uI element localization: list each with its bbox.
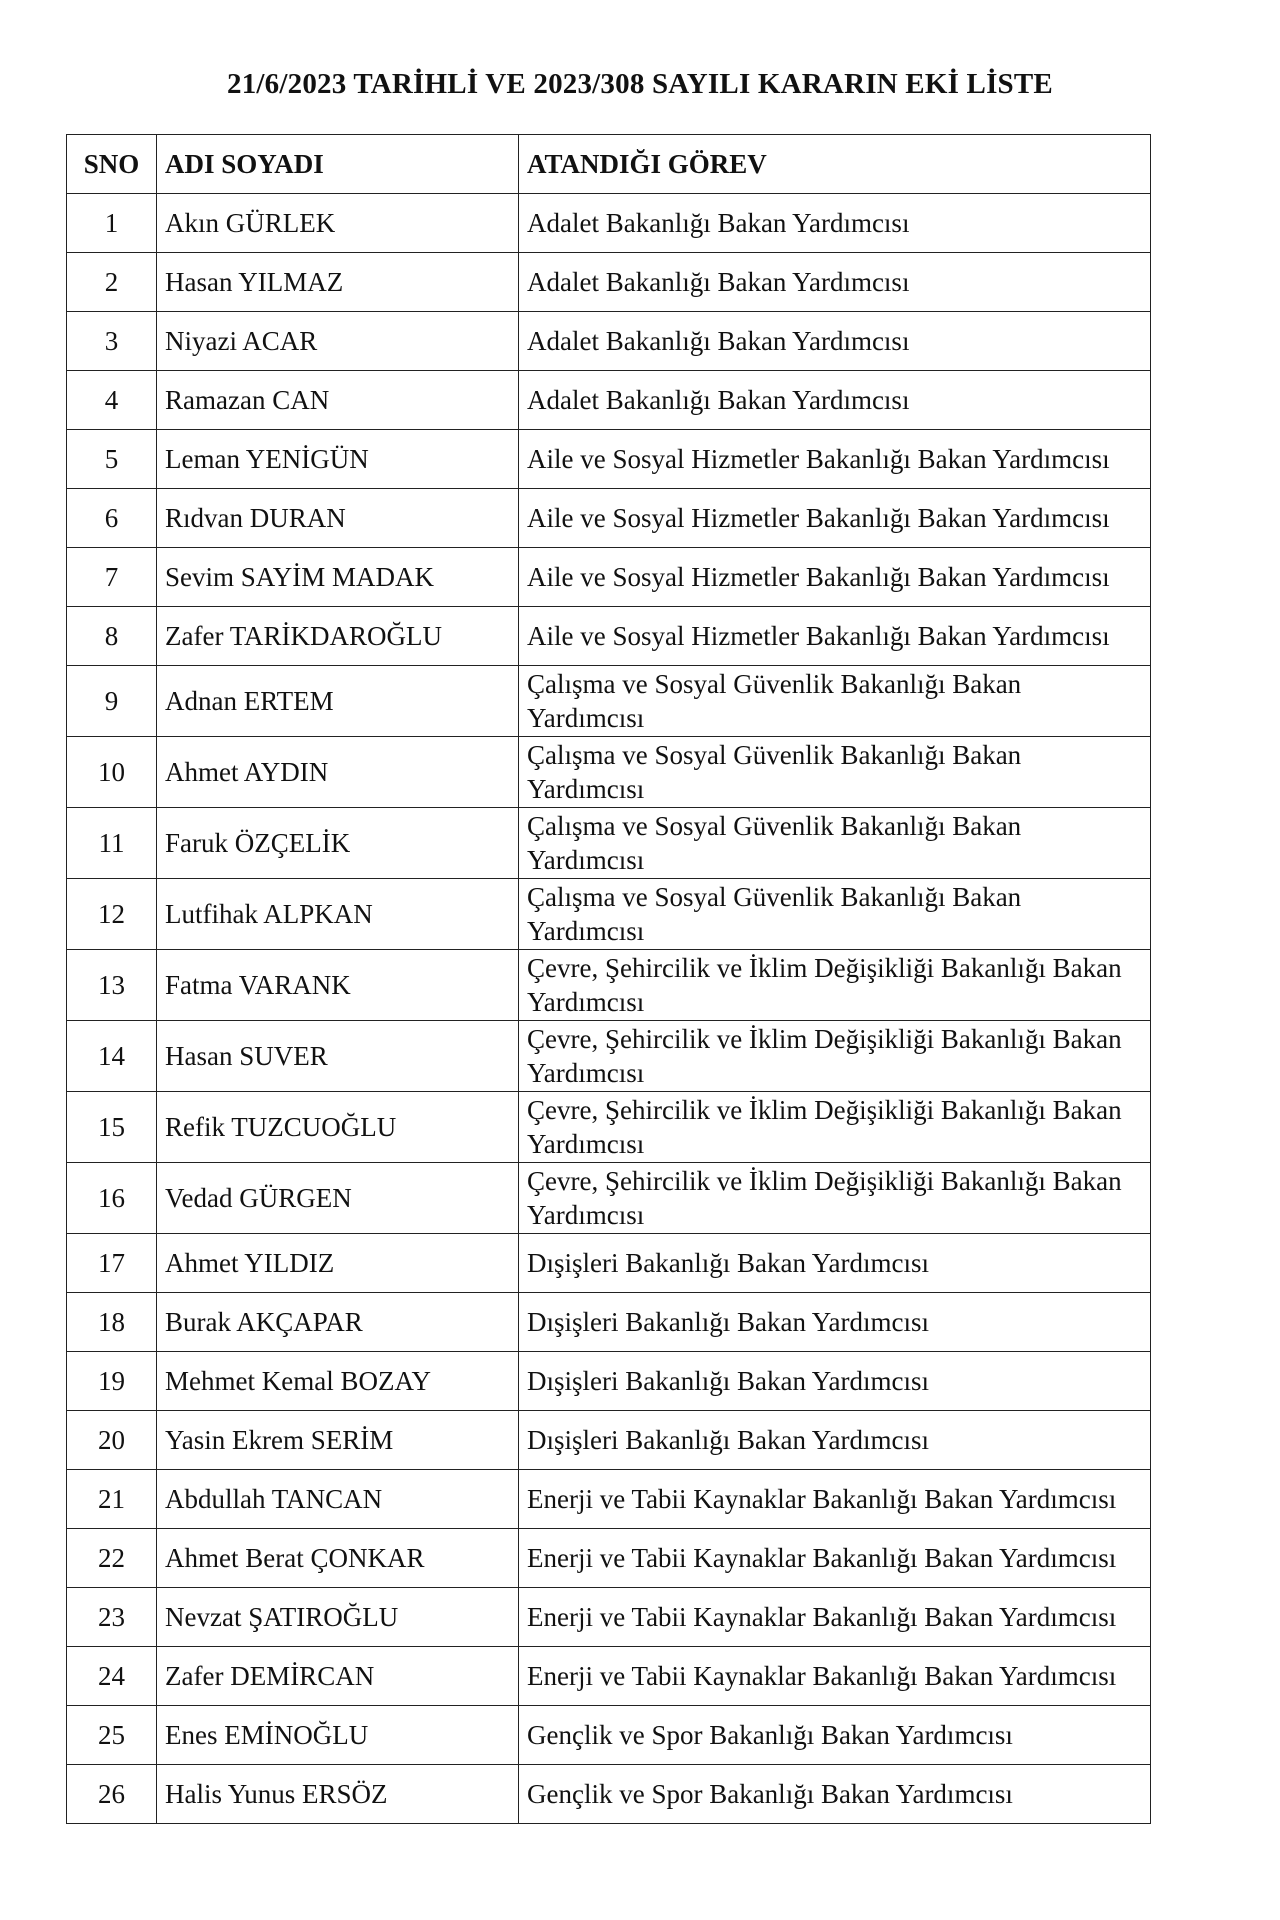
cell-name: Niyazi ACAR <box>157 312 519 371</box>
cell-name: Adnan ERTEM <box>157 666 519 737</box>
cell-sno: 10 <box>67 737 157 808</box>
table-row <box>67 312 1151 371</box>
table-row <box>67 1293 1151 1352</box>
header-duty: ATANDIĞI GÖREV <box>519 135 1151 194</box>
cell-sno: 16 <box>67 1163 157 1234</box>
cell-sno: 25 <box>67 1706 157 1765</box>
cell-duty: Çevre, Şehircilik ve İklim Değişikliği Bakanlığı Bakan Yardımcısı <box>519 1163 1151 1234</box>
cell-sno: 23 <box>67 1588 157 1647</box>
cell-name: Rıdvan DURAN <box>157 489 519 548</box>
table-row <box>67 1647 1151 1706</box>
table-row <box>67 1765 1151 1824</box>
cell-duty: Çevre, Şehircilik ve İklim Değişikliği Bakanlığı Bakan Yardımcısı <box>519 950 1151 1021</box>
cell-duty: Enerji ve Tabii Kaynaklar Bakanlığı Bakan Yardımcısı <box>519 1588 1151 1647</box>
header-sno: SNO <box>67 135 157 194</box>
cell-duty: Dışişleri Bakanlığı Bakan Yardımcısı <box>519 1234 1151 1293</box>
cell-sno: 19 <box>67 1352 157 1411</box>
table-row <box>67 371 1151 430</box>
cell-name: Halis Yunus ERSÖZ <box>157 1765 519 1824</box>
cell-duty: Çevre, Şehircilik ve İklim Değişikliği Bakanlığı Bakan Yardımcısı <box>519 1092 1151 1163</box>
cell-sno: 21 <box>67 1470 157 1529</box>
cell-sno: 14 <box>67 1021 157 1092</box>
cell-sno: 17 <box>67 1234 157 1293</box>
cell-duty: Adalet Bakanlığı Bakan Yardımcısı <box>519 194 1151 253</box>
cell-name: Hasan SUVER <box>157 1021 519 1092</box>
cell-name: Nevzat ŞATIROĞLU <box>157 1588 519 1647</box>
cell-duty: Adalet Bakanlığı Bakan Yardımcısı <box>519 371 1151 430</box>
table-row <box>67 1588 1151 1647</box>
cell-name: Fatma VARANK <box>157 950 519 1021</box>
table-row <box>67 1163 1151 1234</box>
cell-name: Zafer TARİKDAROĞLU <box>157 607 519 666</box>
table-row <box>67 666 1151 737</box>
cell-sno: 13 <box>67 950 157 1021</box>
cell-sno: 20 <box>67 1411 157 1470</box>
cell-name: Faruk ÖZÇELİK <box>157 808 519 879</box>
cell-sno: 22 <box>67 1529 157 1588</box>
cell-duty: Çevre, Şehircilik ve İklim Değişikliği Bakanlığı Bakan Yardımcısı <box>519 1021 1151 1092</box>
table-row <box>67 1092 1151 1163</box>
cell-duty: Dışişleri Bakanlığı Bakan Yardımcısı <box>519 1352 1151 1411</box>
cell-duty: Aile ve Sosyal Hizmetler Bakanlığı Bakan Yardımcısı <box>519 430 1151 489</box>
cell-duty: Gençlik ve Spor Bakanlığı Bakan Yardımcısı <box>519 1706 1151 1765</box>
cell-duty: Adalet Bakanlığı Bakan Yardımcısı <box>519 312 1151 371</box>
table-row <box>67 548 1151 607</box>
cell-name: Akın GÜRLEK <box>157 194 519 253</box>
cell-name: Abdullah TANCAN <box>157 1470 519 1529</box>
cell-sno: 8 <box>67 607 157 666</box>
page-title: 21/6/2023 TARİHLİ VE 2023/308 SAYILI KARARIN EKİ LİSTE <box>227 68 1053 100</box>
cell-name: Leman YENİGÜN <box>157 430 519 489</box>
table-row <box>67 430 1151 489</box>
cell-duty: Adalet Bakanlığı Bakan Yardımcısı <box>519 253 1151 312</box>
cell-duty: Çalışma ve Sosyal Güvenlik Bakanlığı Bakan Yardımcısı <box>519 879 1151 950</box>
table-row <box>67 1470 1151 1529</box>
cell-duty: Enerji ve Tabii Kaynaklar Bakanlığı Bakan Yardımcısı <box>519 1529 1151 1588</box>
cell-sno: 24 <box>67 1647 157 1706</box>
table-row <box>67 1021 1151 1092</box>
cell-sno: 2 <box>67 253 157 312</box>
cell-name: Burak AKÇAPAR <box>157 1293 519 1352</box>
cell-name: Vedad GÜRGEN <box>157 1163 519 1234</box>
table-row <box>67 808 1151 879</box>
cell-sno: 3 <box>67 312 157 371</box>
cell-name: Lutfihak ALPKAN <box>157 879 519 950</box>
cell-name: Yasin Ekrem SERİM <box>157 1411 519 1470</box>
cell-sno: 26 <box>67 1765 157 1824</box>
table-row <box>67 737 1151 808</box>
cell-name: Zafer DEMİRCAN <box>157 1647 519 1706</box>
cell-sno: 11 <box>67 808 157 879</box>
cell-duty: Çalışma ve Sosyal Güvenlik Bakanlığı Bakan Yardımcısı <box>519 666 1151 737</box>
table-row <box>67 1234 1151 1293</box>
table-header-row <box>67 135 1151 194</box>
cell-name: Ahmet Berat ÇONKAR <box>157 1529 519 1588</box>
cell-name: Ahmet YILDIZ <box>157 1234 519 1293</box>
cell-sno: 7 <box>67 548 157 607</box>
cell-name: Ramazan CAN <box>157 371 519 430</box>
cell-duty: Enerji ve Tabii Kaynaklar Bakanlığı Bakan Yardımcısı <box>519 1647 1151 1706</box>
cell-sno: 5 <box>67 430 157 489</box>
cell-duty: Çalışma ve Sosyal Güvenlik Bakanlığı Bakan Yardımcısı <box>519 737 1151 808</box>
table-row <box>67 607 1151 666</box>
cell-sno: 9 <box>67 666 157 737</box>
cell-name: Mehmet Kemal BOZAY <box>157 1352 519 1411</box>
cell-name: Refik TUZCUOĞLU <box>157 1092 519 1163</box>
table-row <box>67 1706 1151 1765</box>
cell-sno: 4 <box>67 371 157 430</box>
cell-duty: Aile ve Sosyal Hizmetler Bakanlığı Bakan Yardımcısı <box>519 607 1151 666</box>
cell-sno: 6 <box>67 489 157 548</box>
table-row <box>67 879 1151 950</box>
cell-name: Sevim SAYİM MADAK <box>157 548 519 607</box>
cell-name: Ahmet AYDIN <box>157 737 519 808</box>
cell-duty: Dışişleri Bakanlığı Bakan Yardımcısı <box>519 1293 1151 1352</box>
cell-duty: Enerji ve Tabii Kaynaklar Bakanlığı Bakan Yardımcısı <box>519 1470 1151 1529</box>
cell-duty: Aile ve Sosyal Hizmetler Bakanlığı Bakan Yardımcısı <box>519 489 1151 548</box>
cell-duty: Dışişleri Bakanlığı Bakan Yardımcısı <box>519 1411 1151 1470</box>
table-row <box>67 950 1151 1021</box>
table-row <box>67 253 1151 312</box>
header-name: ADI SOYADI <box>157 135 519 194</box>
table-row <box>67 489 1151 548</box>
table-row <box>67 1529 1151 1588</box>
cell-sno: 12 <box>67 879 157 950</box>
cell-duty: Gençlik ve Spor Bakanlığı Bakan Yardımcısı <box>519 1765 1151 1824</box>
table-row <box>67 1411 1151 1470</box>
appointment-table <box>66 134 1151 1824</box>
cell-duty: Çalışma ve Sosyal Güvenlik Bakanlığı Bakan Yardımcısı <box>519 808 1151 879</box>
cell-duty: Aile ve Sosyal Hizmetler Bakanlığı Bakan Yardımcısı <box>519 548 1151 607</box>
cell-sno: 15 <box>67 1092 157 1163</box>
table-row <box>67 194 1151 253</box>
cell-sno: 1 <box>67 194 157 253</box>
cell-name: Enes EMİNOĞLU <box>157 1706 519 1765</box>
table-row <box>67 1352 1151 1411</box>
cell-name: Hasan YILMAZ <box>157 253 519 312</box>
cell-sno: 18 <box>67 1293 157 1352</box>
